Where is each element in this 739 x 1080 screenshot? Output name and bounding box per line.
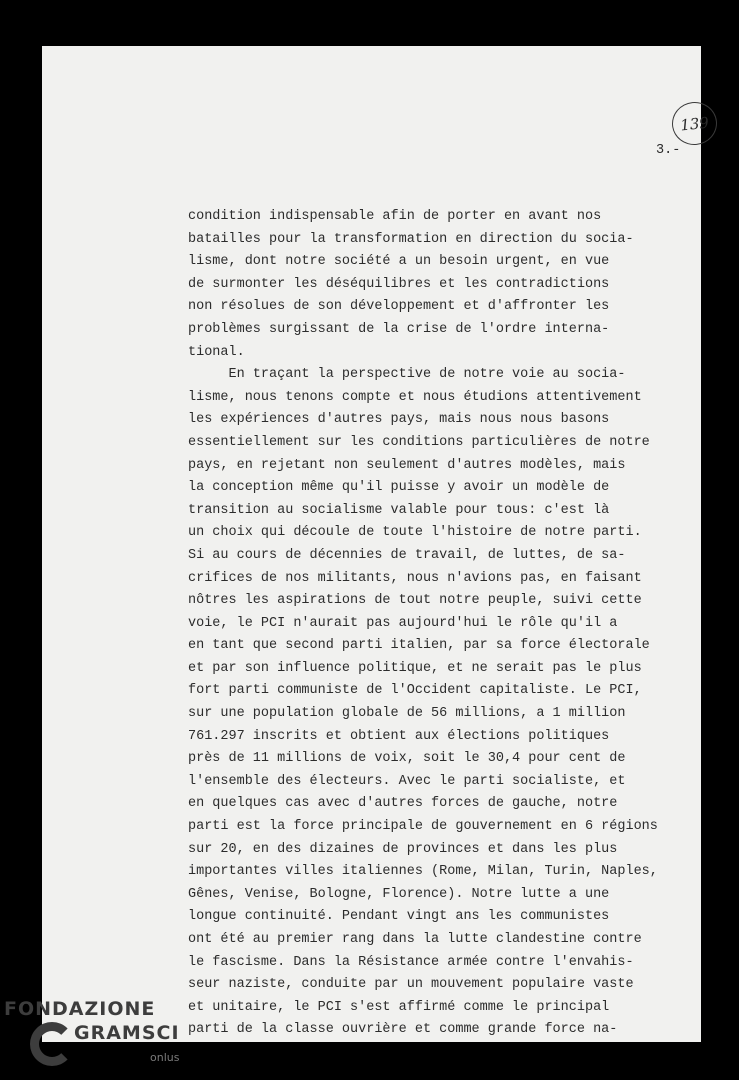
- text-line: en quelques cas avec d'autres forces de gauche, notre: [188, 796, 618, 812]
- text-line: condition indispensable afin de porter en avant nos: [188, 209, 602, 224]
- text-line: et unitaire, le PCI s'est affirmé comme le principal: [188, 999, 610, 1015]
- text-line: nôtres les aspirations de tout notre peuple, suivi cette: [188, 593, 642, 609]
- text-line: crifices de nos militants, nous n'avions pas, en faisant: [188, 570, 642, 586]
- document-page: [42, 46, 710, 1042]
- text-line: batailles pour la transformation en direction du socia-: [188, 231, 634, 247]
- text-line: le fascisme. Dans la Résistance armée contre l'envahis-: [188, 954, 634, 970]
- text-line: les expériences d'autres pays, mais nous nous basons: [188, 412, 610, 428]
- text-line: et par son influence politique, et ne serait pas le plus: [188, 660, 642, 676]
- text-line: 761.297 inscrits et obtient aux élections politiques: [188, 728, 610, 744]
- text-line: Gênes, Venise, Bologne, Florence). Notre lutte a une: [188, 886, 610, 902]
- g-logo-icon: [30, 1022, 74, 1066]
- text-line: un choix qui découle de toute l'histoire de notre parti.: [188, 525, 642, 541]
- text-line: près de 11 millions de voix, soit le 30,4 pour cent de: [188, 751, 626, 767]
- text-line: Si au cours de décennies de travail, de luttes, de sa-: [188, 547, 626, 563]
- text-line: lisme, dont notre société a un besoin urgent, en vue: [188, 254, 610, 270]
- text-line: longue continuité. Pendant vingt ans les communistes: [188, 909, 610, 925]
- text-line: transition au socialisme valable pour tous: c'est là: [188, 502, 610, 518]
- text-line: ont été au premier rang dans la lutte clandestine contre: [188, 932, 642, 947]
- text-line: problèmes surgissant de la crise de l'ordre interna-: [188, 321, 610, 337]
- text-line: En traçant la perspective de notre voie au socia-: [188, 367, 626, 383]
- watermark-logo: [4, 998, 180, 1064]
- text-line: lisme, nous tenons compte et nous étudions attentivement: [188, 389, 642, 405]
- text-line: tional.: [188, 344, 245, 360]
- watermark-line1: FONDAZIONE: [4, 998, 156, 1020]
- text-line: importantes villes italiennes (Rome, Milan, Turin, Naples,: [188, 864, 658, 880]
- text-line: parti est la force principale de gouvernement en 6 régions: [188, 819, 658, 835]
- watermark-line3: onlus: [150, 1051, 180, 1064]
- archive-stamp: 139: [670, 100, 719, 147]
- text-line: non résolues de son développement et d'affronter les: [188, 299, 610, 315]
- text-line: seur naziste, conduite par un mouvement populaire vaste: [188, 977, 634, 993]
- text-line: la conception même qu'il puisse y avoir un modèle de: [188, 480, 610, 496]
- text-line: essentiellement sur les conditions particulières de notre: [188, 434, 650, 450]
- text-line: pays, en rejetant non seulement d'autres modèles, mais: [188, 457, 626, 473]
- text-line: en tant que second parti italien, par sa force électorale: [188, 638, 650, 654]
- text-line: voie, le PCI n'aurait pas aujourd'hui le rôle qu'il a: [188, 615, 618, 631]
- watermark-line2: GRAMSCI: [74, 1022, 180, 1044]
- text-line: fort parti communiste de l'Occident capitaliste. Le PCI,: [188, 683, 642, 699]
- text-line: parti de la classe ouvrière et comme grande force na-: [188, 1022, 618, 1038]
- page-number: 3.-: [656, 143, 681, 158]
- text-line: sur 20, en des dizaines de provinces et dans les plus: [188, 841, 618, 857]
- text-line: de surmonter les déséquilibres et les contradictions: [188, 276, 610, 292]
- text-line: l'ensemble des électeurs. Avec le parti socialiste, et: [188, 773, 626, 789]
- text-line: sur une population globale de 56 millions, a 1 million: [188, 706, 626, 722]
- typed-text-body: [188, 206, 668, 1042]
